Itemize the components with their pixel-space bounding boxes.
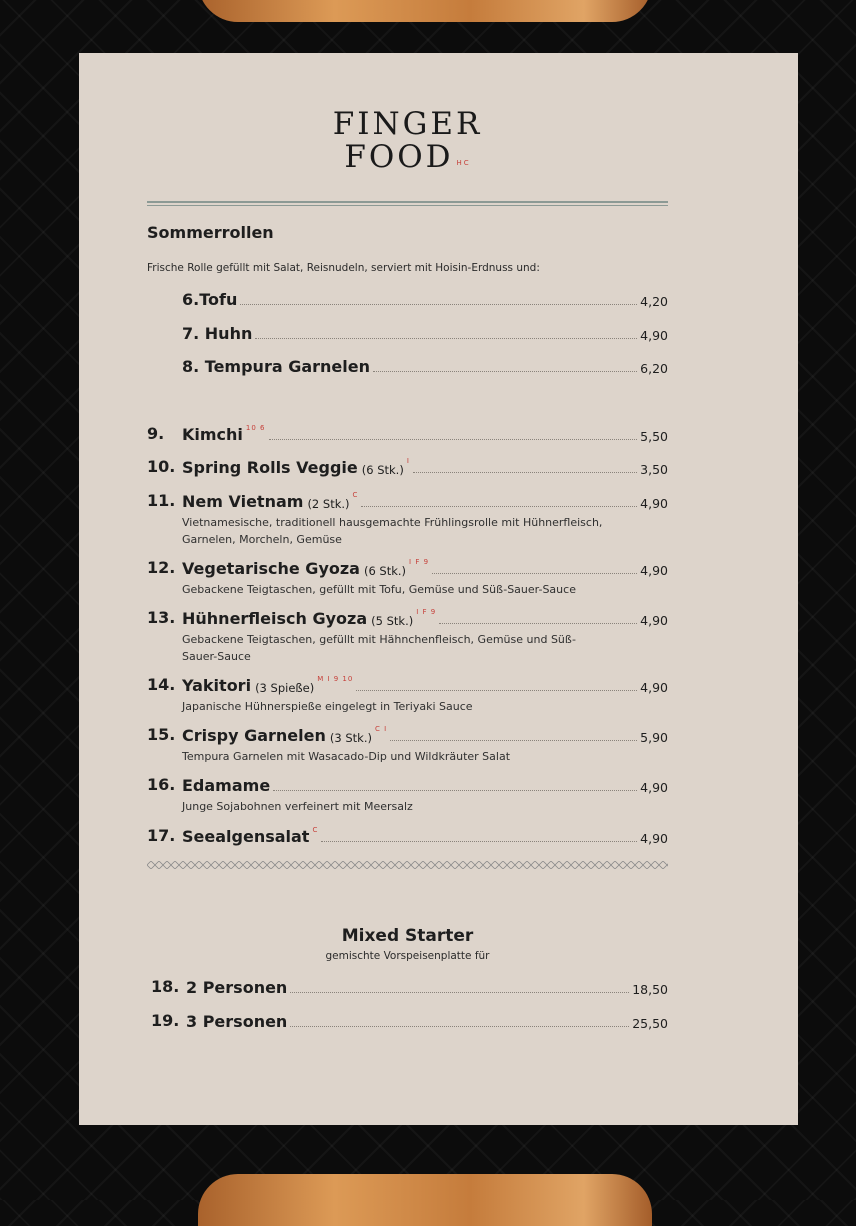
title-line-1: FINGER: [332, 106, 483, 142]
item-description: Japanische Hühnerspieße eingelegt in Teriyaki Sauce: [182, 700, 473, 713]
item-price: 4,90: [640, 496, 668, 511]
item-price: 4,90: [640, 328, 668, 343]
item-name: Spring Rolls Veggie: [182, 458, 358, 477]
allergen-codes: 10 6: [245, 424, 266, 432]
item-name: Kimchi: [182, 425, 243, 444]
decorative-bottom-tab: [198, 1174, 652, 1226]
item-description: Junge Sojabohnen verfeinert mit Meersalz: [182, 800, 413, 813]
item-number: 11.: [147, 491, 176, 510]
sommerrollen-description: Frische Rolle gefüllt mit Salat, Reisnudeln, serviert mit Hoisin-Erdnuss und:: [147, 262, 540, 274]
item-name: 2 Personen: [186, 978, 288, 997]
menu-item-18: [151, 977, 668, 999]
header-divider: [147, 201, 668, 206]
item-number: 17.: [147, 826, 176, 845]
item-price: 4,90: [640, 613, 668, 628]
title-mark: HC: [456, 159, 471, 167]
menu-item-8: [147, 356, 668, 378]
item-quantity: (3 Stk.): [329, 731, 372, 745]
menu-item-17: [147, 826, 668, 848]
item-number: 10.: [147, 457, 176, 476]
dot-leader: [432, 572, 637, 574]
menu-item-9: [147, 424, 668, 446]
allergen-codes: M I 9 10: [317, 675, 354, 683]
item-name: 8. Tempura Garnelen: [182, 357, 370, 376]
item-number: 15.: [147, 725, 176, 744]
allergen-codes: I F 9: [416, 608, 437, 616]
menu-item-11: [147, 491, 668, 546]
item-price: 4,90: [640, 831, 668, 846]
dot-leader: [361, 505, 637, 507]
dot-leader: [373, 370, 637, 372]
menu-item-15: [147, 725, 668, 763]
item-quantity: (2 Stk.): [307, 497, 350, 511]
item-quantity: (3 Spieße): [255, 681, 315, 695]
decorative-top-tab: [198, 0, 652, 22]
zigzag-divider: [147, 861, 668, 869]
item-number: 19.: [151, 1011, 180, 1030]
item-name: 7. Huhn: [182, 324, 253, 343]
menu-item-7: [147, 323, 668, 345]
item-name: 6.Tofu: [182, 290, 238, 309]
dot-leader: [273, 789, 637, 791]
item-price: 4,90: [640, 563, 668, 578]
item-description: Gebackene Teigtaschen, gefüllt mit Hähnchenfleisch, Gemüse und Süß-Sauer-Sauce: [182, 633, 576, 663]
item-number: 14.: [147, 675, 176, 694]
title-line-2: FOOD $^{HC}$: [344, 139, 471, 175]
dot-leader: [413, 471, 637, 473]
menu-card: [79, 53, 798, 1125]
item-price: 25,50: [632, 1016, 668, 1031]
item-price: 5,90: [640, 730, 668, 745]
item-price: 18,50: [632, 982, 668, 997]
item-price: 4,20: [640, 294, 668, 309]
item-quantity: (5 Stk.): [371, 614, 414, 628]
item-price: 3,50: [640, 462, 668, 477]
dot-leader: [356, 689, 637, 691]
menu-item-16: [147, 775, 668, 813]
allergen-codes: I: [406, 457, 410, 465]
item-quantity: (6 Stk.): [361, 463, 404, 477]
item-name: Vegetarische Gyoza: [182, 559, 360, 578]
dot-leader: [255, 337, 637, 339]
mixed-starter-title: Mixed Starter: [341, 926, 474, 946]
item-name: Crispy Garnelen: [182, 726, 326, 745]
allergen-codes: C: [352, 491, 359, 499]
dot-leader: [269, 438, 638, 440]
item-name: Nem Vietnam: [182, 492, 304, 511]
dot-leader: [290, 991, 629, 993]
item-name: Yakitori: [182, 676, 252, 695]
item-quantity: (6 Stk.): [363, 564, 407, 578]
menu-item-12: [147, 558, 668, 596]
item-number: 16.: [147, 775, 176, 794]
item-name: 3 Personen: [186, 1012, 288, 1031]
item-price: 5,50: [640, 429, 668, 444]
menu-item-6: [147, 289, 668, 311]
sommerrollen-title: Sommerrollen: [147, 223, 274, 242]
item-name: Seealgensalat: [182, 827, 310, 846]
dot-leader: [290, 1025, 629, 1027]
item-description: Tempura Garnelen mit Wasacado-Dip und Wildkräuter Salat: [182, 750, 511, 763]
allergen-codes: C I: [374, 725, 388, 733]
dot-leader: [321, 840, 637, 842]
item-price: 4,90: [640, 780, 668, 795]
dot-leader: [390, 739, 637, 741]
menu-item-19: [151, 1011, 668, 1033]
menu-item-14: [147, 675, 668, 713]
menu-item-13: [147, 608, 668, 663]
page-title: [147, 108, 668, 174]
item-number: 12.: [147, 558, 176, 577]
allergen-codes: C: [312, 826, 319, 834]
item-description: Vietnamesische, traditionell hausgemachte Frühlingsrolle mit Hühnerfleisch, Garnelen, Morcheln, Gemüse: [182, 516, 603, 546]
allergen-codes: I F 9: [409, 558, 430, 566]
dot-leader: [439, 622, 637, 624]
mixed-starter-subtitle: gemischte Vorspeisenplatte für: [325, 950, 490, 962]
item-price: 4,90: [640, 680, 668, 695]
item-number: 13.: [147, 608, 176, 627]
item-name: Hühnerfleisch Gyoza: [182, 609, 368, 628]
item-number: 9.: [147, 424, 165, 443]
item-description: Gebackene Teigtaschen, gefüllt mit Tofu, Gemüse und Süß-Sauer-Sauce: [182, 583, 576, 596]
item-number: 18.: [151, 977, 180, 996]
menu-item-10: [147, 457, 668, 479]
item-name: Edamame: [182, 776, 271, 795]
dot-leader: [240, 303, 637, 305]
item-price: 6,20: [640, 361, 668, 376]
